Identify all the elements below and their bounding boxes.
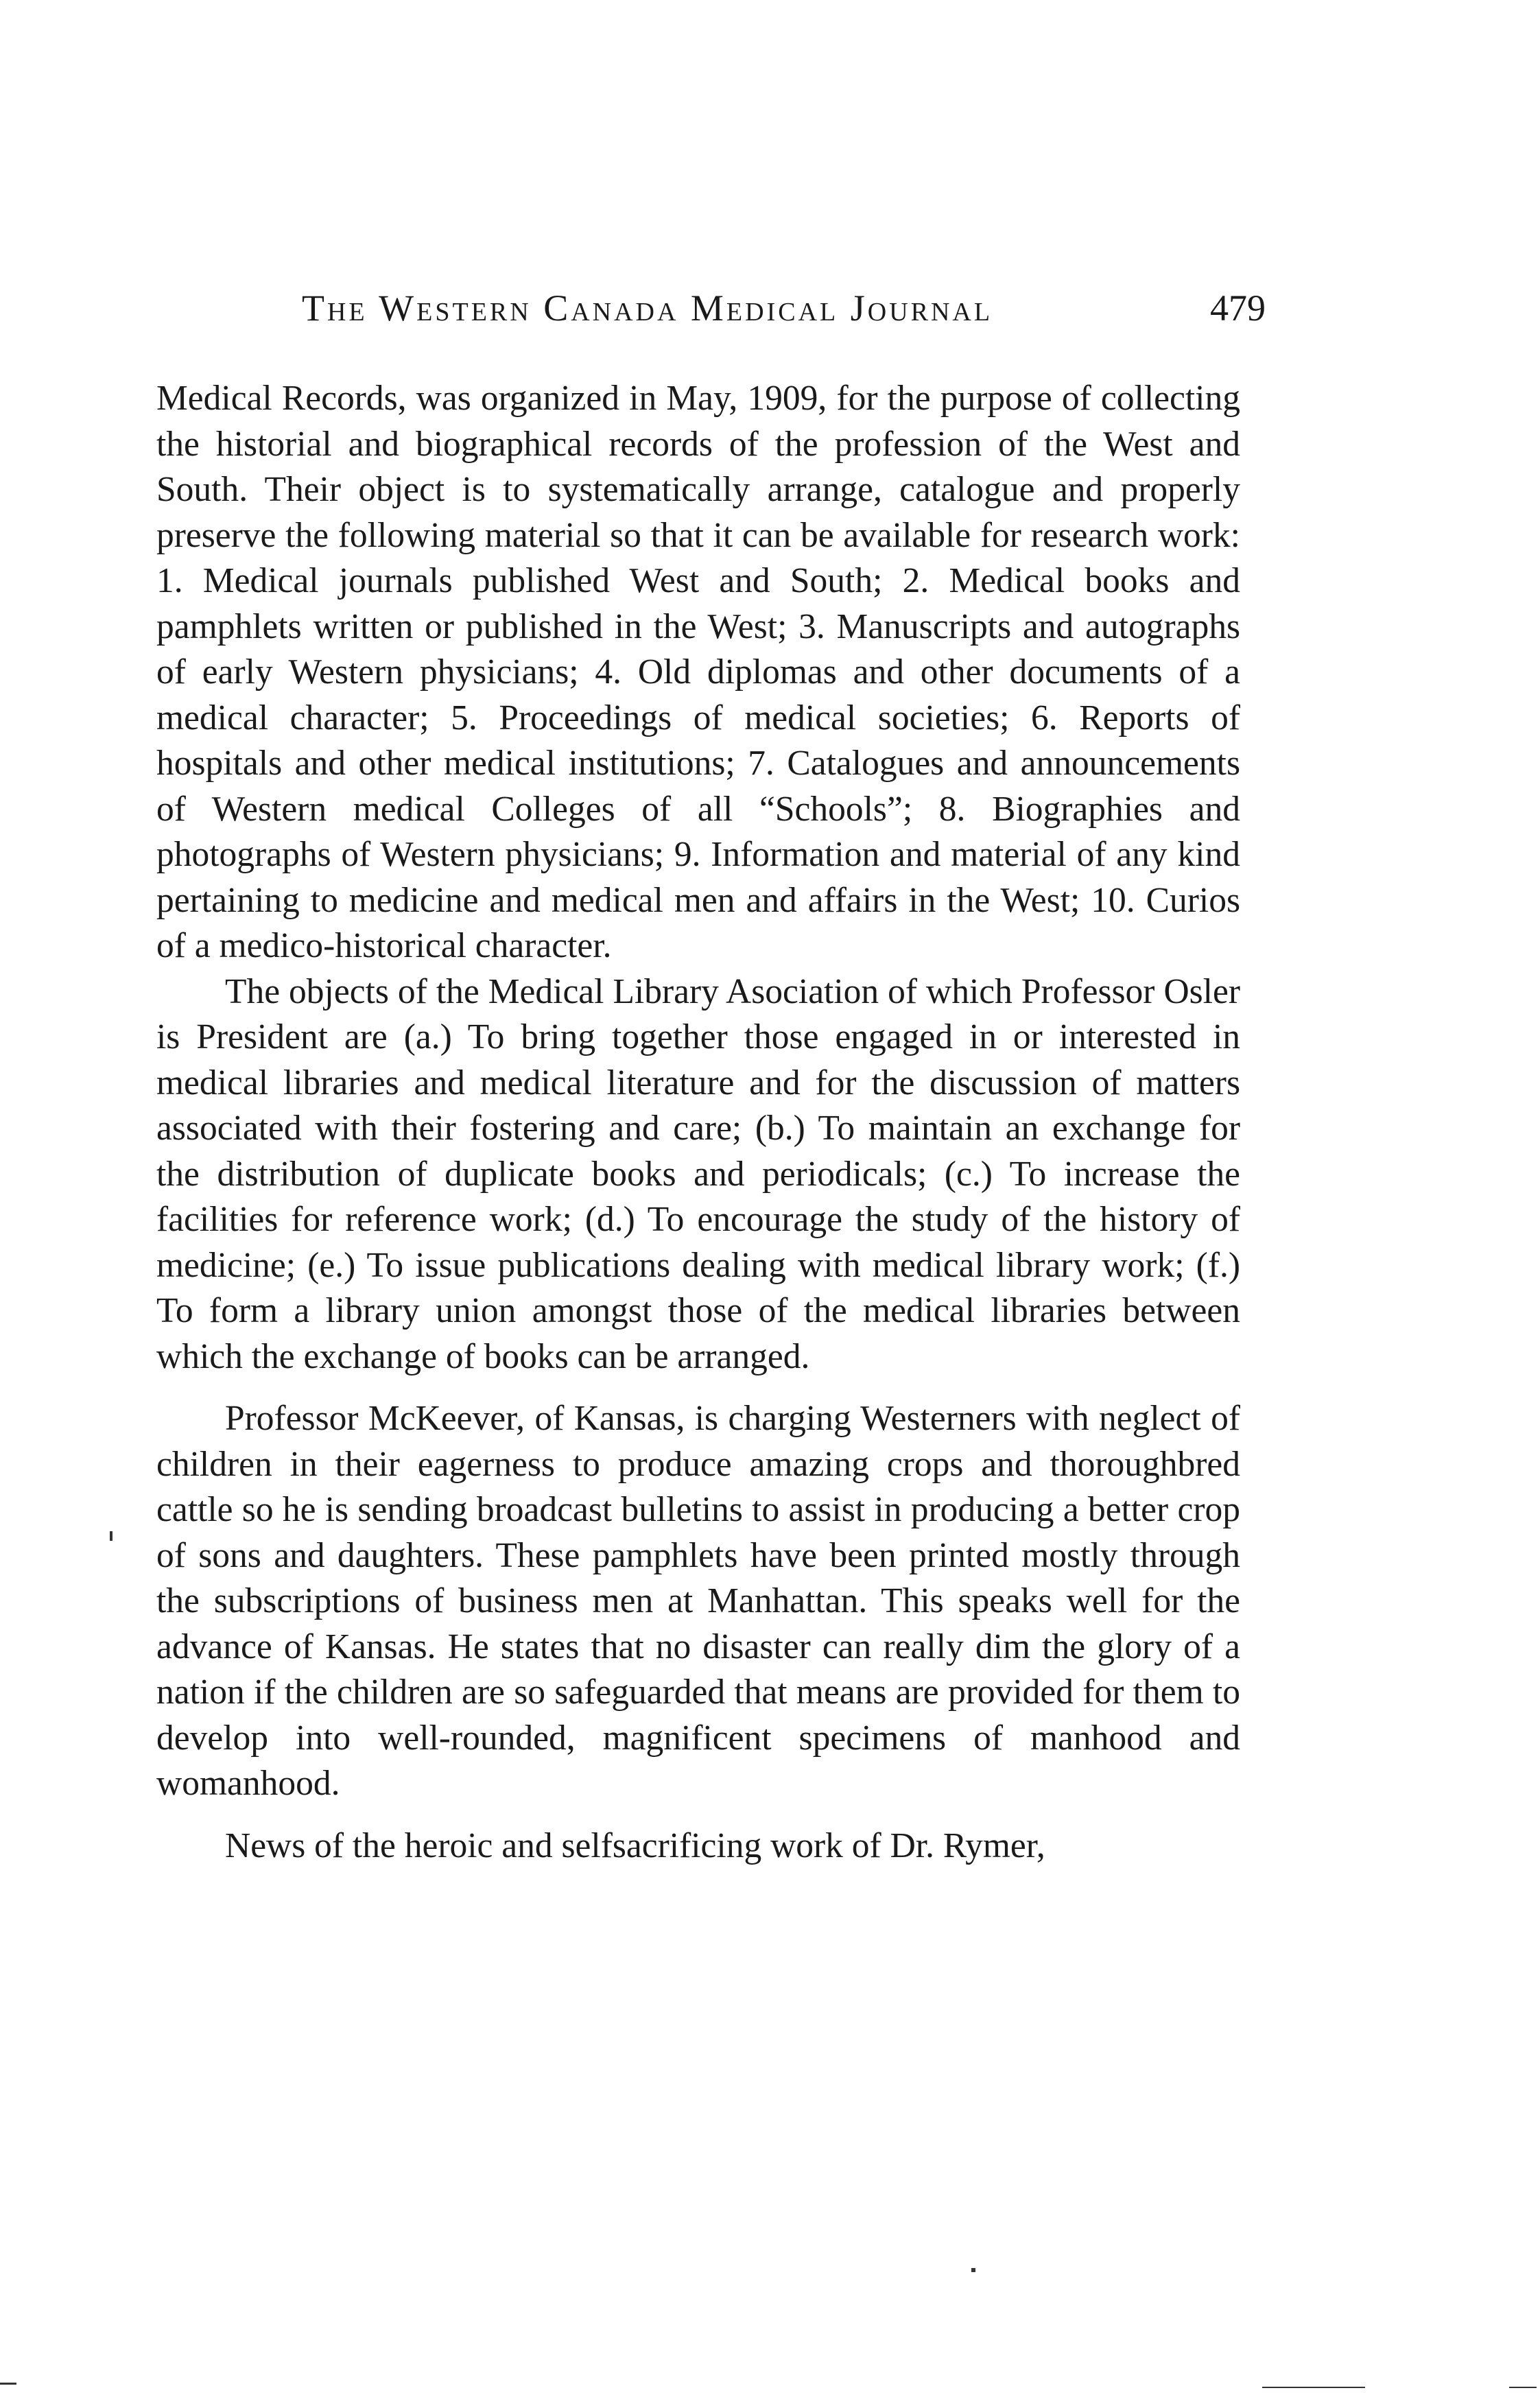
running-head bbox=[302, 287, 1266, 335]
paragraph-medical-records: Medical Records, was organized in May, 1909, for the purpose of collecting the historial and biographical records of the profession of the West and South. Their object is to systematically arrange, catalogue and properly preserve the following material so that it can be available for research work: 1. Medical journals published West and South; 2. Medical books and pamphlets written or published in the West; 3. Manuscripts and autographs of early Western physicians; 4. Old diplomas and other documents of a medical character; 5. Proceedings of medical societies; 6. Reports of hospitals and other medical institutions; 7. Catalogues and announcements of Western medical Colleges of all “Schools”; 8. Biographies and photographs of Western physicians; 9. Information and material of any kind pertaining to medicine and medical men and affairs in the West; 10. Curios of a medico-historical character. bbox=[156, 379, 1240, 965]
body-text bbox=[156, 376, 1240, 1869]
page-edge-mark bbox=[0, 2383, 16, 2385]
footer-rule bbox=[1262, 2387, 1365, 2388]
journal-title: The Western Canada Medical Journal bbox=[302, 287, 993, 329]
paragraph-dr-rymer: News of the heroic and selfsacrificing work of Dr. Rymer, bbox=[225, 1826, 1045, 1865]
paragraph-library-association: The objects of the Medical Library Asociation of which Professor Osler is President are (a.) To bring together those engaged in or interested in medical libraries and medical literature and for the discussion of matters associated with their fostering and care; (b.) To maintain an exchange for the distribution of duplicate books and periodicals; (c.) To increase the facilities for reference work; (d.) To encourage the study of the history of medicine; (e.) To issue publications dealing with medical library work; (f.) To form a library union amongst those of the medical libraries between which the exchange of books can be arranged. bbox=[156, 971, 1240, 1376]
margin-mark bbox=[110, 1531, 112, 1541]
footer-rule-right bbox=[1509, 2387, 1537, 2388]
paragraph-professor-mckeever: Professor McKeever, of Kansas, is charging Westerners with neglect of children in their eagerness to produce amazing crops and thoroughbred cattle so he is sending broadcast bulletins to assist in producing a better crop of sons and daughters. These pamphlets have been printed mostly through the subscriptions of business men at Manhattan. This speaks well for the advance of Kansas. He states that no disaster can really dim the glory of a nation if the children are so safeguarded that means are provided for them to develop into well-rounded, magnificent specimens of manhood and womanhood. bbox=[156, 1399, 1240, 1803]
page-dot bbox=[971, 2268, 975, 2272]
page-number: 479 bbox=[1210, 287, 1266, 329]
